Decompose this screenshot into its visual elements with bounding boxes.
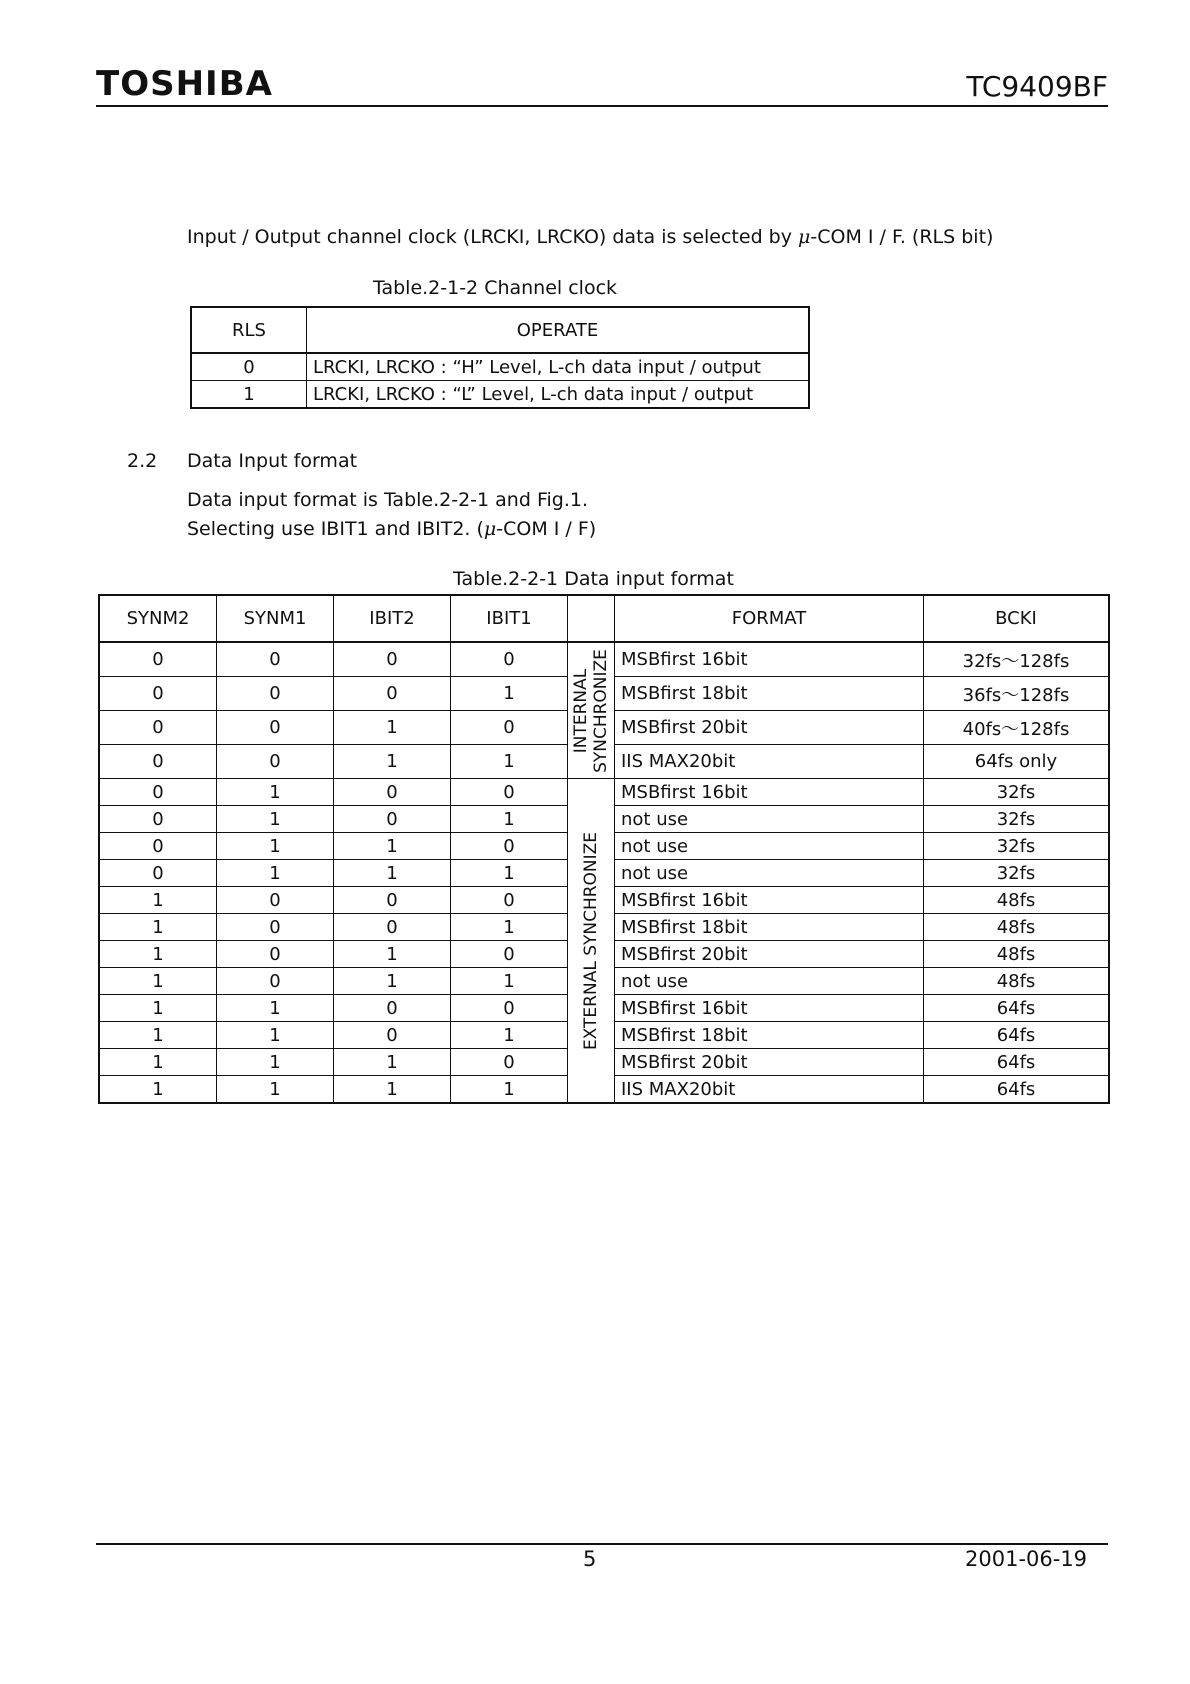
bcki-cell: 48fs <box>924 941 1110 968</box>
table-header-row <box>191 307 809 353</box>
intro-part-1: Input / Output channel clock (LRCKI, LRCKO) data is selected by <box>187 226 799 248</box>
synm1-cell: 1 <box>217 779 334 806</box>
ibit2-cell: 0 <box>334 677 451 711</box>
bcki-cell: 64fs <box>924 1049 1110 1076</box>
bcki-cell: 64fs only <box>924 745 1110 779</box>
header-ibit1: IBIT1 <box>451 595 568 642</box>
synm1-cell: 0 <box>217 887 334 914</box>
table-row <box>191 353 809 381</box>
bcki-cell: 48fs <box>924 887 1110 914</box>
ibit2-cell: 1 <box>334 711 451 745</box>
synm1-cell: 0 <box>217 745 334 779</box>
ibit2-cell: 0 <box>334 806 451 833</box>
format-cell: MSBfirst 16bit <box>615 995 924 1022</box>
synm1-cell: 1 <box>217 1049 334 1076</box>
table-row <box>99 642 1109 677</box>
ibit1-cell: 0 <box>451 779 568 806</box>
ibit1-cell: 1 <box>451 806 568 833</box>
synm1-cell: 1 <box>217 806 334 833</box>
ibit2-cell: 0 <box>334 779 451 806</box>
ibit1-cell: 0 <box>451 711 568 745</box>
part-number: TC9409BF <box>966 70 1108 103</box>
ibit1-cell: 1 <box>451 914 568 941</box>
synm2-cell: 1 <box>99 887 217 914</box>
header-bcki: BCKI <box>924 595 1110 642</box>
synm1-cell: 0 <box>217 711 334 745</box>
bcki-cell: 48fs <box>924 968 1110 995</box>
ibit1-cell: 1 <box>451 1076 568 1104</box>
format-cell: IIS MAX20bit <box>615 745 924 779</box>
synm2-cell: 0 <box>99 677 217 711</box>
bcki-cell: 32fs <box>924 779 1110 806</box>
rls-cell: 0 <box>191 353 307 381</box>
ibit1-cell: 0 <box>451 995 568 1022</box>
mu-symbol: μ <box>483 518 497 540</box>
page-number: 5 <box>583 1547 597 1571</box>
bcki-cell: 64fs <box>924 1022 1110 1049</box>
bcki-cell: 64fs <box>924 1076 1110 1104</box>
synm2-cell: 1 <box>99 968 217 995</box>
ibit1-cell: 0 <box>451 833 568 860</box>
synm2-cell: 0 <box>99 860 217 887</box>
document-date: 2001-06-19 <box>965 1547 1088 1571</box>
header-synm1: SYNM1 <box>217 595 334 642</box>
line2-part-2: -COM I / F) <box>496 518 597 540</box>
ibit2-cell: 1 <box>334 941 451 968</box>
table2-caption: Table.2-2-1 Data input format <box>453 568 734 590</box>
ibit1-cell: 0 <box>451 642 568 677</box>
synm2-cell: 0 <box>99 745 217 779</box>
header-ibit2: IBIT2 <box>334 595 451 642</box>
bcki-cell: 32fs <box>924 806 1110 833</box>
ibit2-cell: 1 <box>334 833 451 860</box>
format-cell: MSBfirst 20bit <box>615 1049 924 1076</box>
ibit1-cell: 0 <box>451 1049 568 1076</box>
synm1-cell: 0 <box>217 941 334 968</box>
table-header-row <box>99 595 1109 642</box>
format-cell: MSBfirst 16bit <box>615 642 924 677</box>
synm2-cell: 0 <box>99 642 217 677</box>
line2-part-1: Selecting use IBIT1 and IBIT2. ( <box>187 518 484 540</box>
synm2-cell: 1 <box>99 914 217 941</box>
format-cell: MSBfirst 16bit <box>615 779 924 806</box>
header-sync-mode <box>568 595 615 642</box>
ibit1-cell: 1 <box>451 860 568 887</box>
format-cell: MSBfirst 18bit <box>615 914 924 941</box>
synm2-cell: 1 <box>99 1049 217 1076</box>
header-rls: RLS <box>191 307 307 353</box>
format-cell: MSBfirst 16bit <box>615 887 924 914</box>
synm1-cell: 0 <box>217 914 334 941</box>
internal-sync-label: INTERNAL SYNCHRONIZE <box>571 648 611 773</box>
section-line-2 <box>187 514 596 544</box>
section-title: Data Input format <box>187 450 358 472</box>
ibit2-cell: 0 <box>334 995 451 1022</box>
synm1-cell: 1 <box>217 1076 334 1104</box>
rls-cell: 1 <box>191 381 307 409</box>
bcki-cell: 48fs <box>924 914 1110 941</box>
format-cell: not use <box>615 806 924 833</box>
format-cell: IIS MAX20bit <box>615 1076 924 1104</box>
ibit2-cell: 0 <box>334 887 451 914</box>
synm1-cell: 1 <box>217 860 334 887</box>
synm1-cell: 1 <box>217 995 334 1022</box>
brand-logo: TOSHIBA <box>96 64 273 104</box>
footer-rule <box>96 1543 1108 1545</box>
format-cell: not use <box>615 968 924 995</box>
table-row <box>99 779 1109 806</box>
synm2-cell: 1 <box>99 995 217 1022</box>
synm2-cell: 1 <box>99 941 217 968</box>
format-cell: MSBfirst 18bit <box>615 677 924 711</box>
ibit1-cell: 0 <box>451 887 568 914</box>
header-rule <box>96 105 1108 107</box>
ibit2-cell: 1 <box>334 968 451 995</box>
external-sync-label: EXTERNAL SYNCHRONIZE <box>581 831 601 1050</box>
synm2-cell: 1 <box>99 1076 217 1104</box>
ibit1-cell: 1 <box>451 677 568 711</box>
synm1-cell: 1 <box>217 1022 334 1049</box>
section-number: 2.2 <box>127 450 158 472</box>
ibit1-cell: 1 <box>451 745 568 779</box>
header-operate: OPERATE <box>307 307 810 353</box>
mu-symbol: μ <box>798 226 811 248</box>
ibit2-cell: 1 <box>334 860 451 887</box>
ibit2-cell: 0 <box>334 642 451 677</box>
synm1-cell: 1 <box>217 833 334 860</box>
bcki-cell: 32fs <box>924 833 1110 860</box>
synm2-cell: 0 <box>99 806 217 833</box>
synm2-cell: 1 <box>99 1022 217 1049</box>
intro-part-2: -COM I / F. (RLS bit) <box>810 226 994 248</box>
synm2-cell: 0 <box>99 779 217 806</box>
channel-clock-table <box>190 306 810 409</box>
external-sync-group <box>568 779 615 1104</box>
bcki-cell: 64fs <box>924 995 1110 1022</box>
ibit2-cell: 0 <box>334 914 451 941</box>
format-cell: MSBfirst 18bit <box>615 1022 924 1049</box>
format-cell: not use <box>615 860 924 887</box>
synm2-cell: 0 <box>99 711 217 745</box>
synm1-cell: 0 <box>217 642 334 677</box>
synm1-cell: 0 <box>217 968 334 995</box>
ibit1-cell: 0 <box>451 941 568 968</box>
ibit2-cell: 1 <box>334 745 451 779</box>
ibit2-cell: 1 <box>334 1076 451 1104</box>
bcki-cell: 40fs～128fs <box>924 711 1110 745</box>
synm2-cell: 0 <box>99 833 217 860</box>
operate-cell: LRCKI, LRCKO : “L” Level, L-ch data input / output <box>307 381 810 409</box>
ibit2-cell: 0 <box>334 1022 451 1049</box>
ibit2-cell: 1 <box>334 1049 451 1076</box>
ibit1-cell: 1 <box>451 1022 568 1049</box>
data-input-format-table <box>98 594 1110 1104</box>
format-cell: MSBfirst 20bit <box>615 711 924 745</box>
ibit1-cell: 1 <box>451 968 568 995</box>
header-format: FORMAT <box>615 595 924 642</box>
bcki-cell: 36fs～128fs <box>924 677 1110 711</box>
header-synm2: SYNM2 <box>99 595 217 642</box>
intro-text <box>187 222 993 252</box>
table1-caption: Table.2-1-2 Channel clock <box>373 277 618 299</box>
bcki-cell: 32fs～128fs <box>924 642 1110 677</box>
table-row <box>191 381 809 409</box>
bcki-cell: 32fs <box>924 860 1110 887</box>
format-cell: not use <box>615 833 924 860</box>
format-cell: MSBfirst 20bit <box>615 941 924 968</box>
operate-cell: LRCKI, LRCKO : “H” Level, L-ch data input / output <box>307 353 810 381</box>
section-line-1: Data input format is Table.2-2-1 and Fig.1. <box>187 489 588 511</box>
synm1-cell: 0 <box>217 677 334 711</box>
internal-sync-group <box>568 642 615 779</box>
